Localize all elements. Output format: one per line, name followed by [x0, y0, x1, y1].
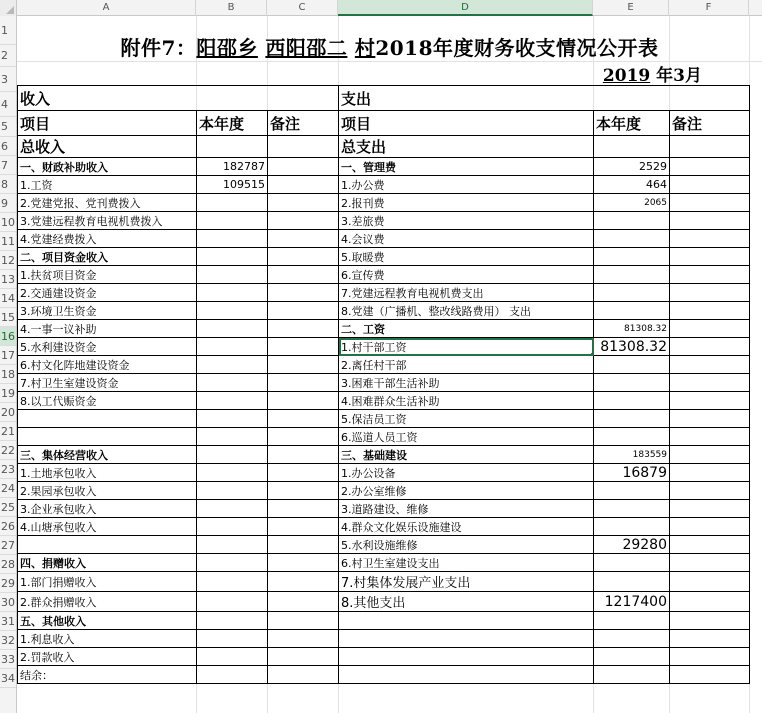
income-note-cell[interactable] [268, 230, 339, 248]
expense-amount-cell[interactable]: 29280 [594, 536, 670, 554]
title-cun: 村 [354, 36, 376, 60]
income-amount-cell[interactable] [197, 302, 268, 320]
income-note-cell[interactable] [268, 338, 339, 356]
expense-note-cell[interactable] [670, 592, 750, 612]
income-note-cell[interactable] [268, 320, 339, 338]
income-item-cell[interactable]: 2.交通建设资金 [18, 284, 197, 302]
expense-note-cell[interactable] [670, 554, 750, 572]
row-header[interactable]: 27 [0, 536, 16, 555]
income-amount-cell[interactable] [197, 338, 268, 356]
expense-item-cell[interactable]: 一、管理费 [339, 158, 594, 176]
row-header[interactable]: 29 [0, 574, 16, 593]
expense-amount-cell[interactable] [594, 572, 670, 592]
income-note-cell[interactable] [268, 500, 339, 518]
row-header[interactable]: 6 [0, 137, 16, 156]
row-header[interactable]: 2 [0, 45, 16, 67]
table-row [18, 612, 750, 630]
income-note-cell[interactable] [268, 612, 339, 630]
expense-note-cell[interactable] [670, 482, 750, 500]
table-row [18, 518, 750, 536]
income-amount-cell[interactable] [197, 428, 268, 446]
income-section-label[interactable]: 收入 [18, 86, 339, 111]
income-amount-cell[interactable] [197, 630, 268, 648]
total-income-note[interactable] [268, 136, 339, 158]
expense-item-cell[interactable]: 3.道路建设、维修 [339, 500, 594, 518]
income-item-cell[interactable]: 1.利息收入 [18, 630, 197, 648]
expense-item-cell[interactable]: 2.报刊费 [339, 194, 594, 212]
income-item-cell[interactable]: 五、其他收入 [18, 612, 197, 630]
row-header[interactable]: 31 [0, 612, 16, 631]
expense-note-cell[interactable] [670, 518, 750, 536]
income-note-cell[interactable] [268, 248, 339, 266]
row-header[interactable]: 28 [0, 555, 16, 574]
income-note-cell[interactable] [268, 482, 339, 500]
row-header[interactable]: 25 [0, 498, 16, 517]
expense-note-cell[interactable] [670, 266, 750, 284]
row-header[interactable]: 9 [0, 194, 16, 213]
income-amount-cell[interactable] [197, 612, 268, 630]
expense-item-cell[interactable] [339, 666, 594, 684]
table-row [18, 356, 750, 374]
row-header[interactable]: 14 [0, 289, 16, 308]
expense-item-cell[interactable]: 6.巡道人员工资 [339, 428, 594, 446]
income-note-cell[interactable] [268, 176, 339, 194]
income-item-cell[interactable]: 6.村文化阵地建设资金 [18, 356, 197, 374]
expense-item-cell[interactable]: 二、工资 [339, 320, 594, 338]
income-item-cell[interactable]: 2.果园承包收入 [18, 482, 197, 500]
title-prefix: 附件7： [120, 36, 197, 60]
row-header[interactable]: 10 [0, 213, 16, 232]
expense-item-cell[interactable]: 5.取暖费 [339, 248, 594, 266]
income-note-cell[interactable] [268, 592, 339, 612]
expense-amount-cell[interactable] [594, 482, 670, 500]
expense-item-cell[interactable] [339, 648, 594, 666]
expense-item-cell[interactable]: 3.困难干部生活补助 [339, 374, 594, 392]
expense-section-label[interactable]: 支出 [339, 86, 750, 111]
income-note-cell[interactable] [268, 518, 339, 536]
title-town: 阳邵乡 [196, 36, 258, 60]
income-amount-cell[interactable] [197, 536, 268, 554]
row-header[interactable]: 23 [0, 460, 16, 479]
income-amount-header[interactable]: 本年度 [197, 111, 268, 136]
table-row [18, 338, 750, 356]
expense-item-cell[interactable] [339, 630, 594, 648]
income-note-cell[interactable] [268, 446, 339, 464]
expense-item-cell[interactable]: 5.水利设施维修 [339, 536, 594, 554]
table-row [18, 554, 750, 572]
income-amount-cell[interactable] [197, 392, 268, 410]
expense-item-cell[interactable]: 7.村集体发展产业支出 [339, 572, 594, 592]
expense-note-cell[interactable] [670, 666, 750, 684]
table-row [18, 248, 750, 266]
income-item-cell[interactable]: 1.扶贫项目资金 [18, 266, 197, 284]
expense-note-cell[interactable] [670, 500, 750, 518]
expense-note-header[interactable]: 备注 [670, 111, 750, 136]
table-row [18, 482, 750, 500]
expense-note-cell[interactable] [670, 320, 750, 338]
worksheet[interactable] [17, 16, 762, 713]
expense-item-cell[interactable]: 1.办公费 [339, 176, 594, 194]
income-amount-cell[interactable] [197, 374, 268, 392]
income-note-cell[interactable] [268, 536, 339, 554]
table-row [18, 410, 750, 428]
income-amount-cell[interactable] [197, 284, 268, 302]
row-header[interactable]: 34 [0, 669, 16, 688]
expense-item-cell[interactable]: 6.宣传费 [339, 266, 594, 284]
income-item-cell[interactable]: 1.工资 [18, 176, 197, 194]
income-item-cell[interactable]: 二、项目资金收入 [18, 248, 197, 266]
income-note-cell[interactable] [268, 284, 339, 302]
column-header-e[interactable]: E [593, 0, 669, 16]
expense-amount-cell[interactable]: 81308.32 [594, 338, 670, 356]
expense-note-cell[interactable] [670, 428, 750, 446]
row-header[interactable]: 19 [0, 384, 16, 403]
expense-amount-cell[interactable]: 1217400 [594, 592, 670, 612]
expense-note-cell[interactable] [670, 612, 750, 630]
income-item-cell[interactable]: 三、集体经营收入 [18, 446, 197, 464]
table-row [18, 284, 750, 302]
income-amount-cell[interactable]: 182787 [197, 158, 268, 176]
expense-amount-cell[interactable]: 2529 [594, 158, 670, 176]
income-item-cell[interactable]: 一、财政补助收入 [18, 158, 197, 176]
expense-amount-cell[interactable] [594, 518, 670, 536]
expense-item-cell[interactable]: 8.党建（广播机、整改线路费用） 支出 [339, 302, 594, 320]
income-item-cell[interactable]: 2.党建党报、党刊费拨入 [18, 194, 197, 212]
expense-item-cell[interactable]: 2.离任村干部 [339, 356, 594, 374]
income-item-cell[interactable]: 3.党建远程教育电视机费拨入 [18, 212, 197, 230]
expense-amount-cell[interactable] [594, 284, 670, 302]
table-row [18, 230, 750, 248]
income-item-cell[interactable]: 4.山塘承包收入 [18, 518, 197, 536]
expense-amount-cell[interactable]: 81308.32 [594, 320, 670, 338]
income-amount-cell[interactable]: 109515 [197, 176, 268, 194]
income-item-header[interactable]: 项目 [18, 111, 197, 136]
column-header-bar [0, 0, 762, 16]
table-row [18, 500, 750, 518]
title-village: 西阳邵二 [265, 36, 348, 60]
income-amount-cell[interactable] [197, 666, 268, 684]
expense-note-cell[interactable] [670, 230, 750, 248]
income-item-cell[interactable]: 结余： [18, 666, 197, 684]
expense-item-cell[interactable]: 4.会议费 [339, 230, 594, 248]
expense-note-cell[interactable] [670, 338, 750, 356]
expense-amount-cell[interactable]: 464 [594, 176, 670, 194]
expense-amount-cell[interactable] [594, 666, 670, 684]
expense-item-cell[interactable]: 5.保洁员工资 [339, 410, 594, 428]
row-header[interactable]: 17 [0, 346, 16, 365]
income-note-cell[interactable] [268, 572, 339, 592]
income-note-cell[interactable] [268, 464, 339, 482]
row-header[interactable]: 32 [0, 631, 16, 650]
table-row [18, 666, 750, 684]
expense-item-cell[interactable] [339, 612, 594, 630]
income-note-cell[interactable] [268, 666, 339, 684]
expense-item-header[interactable]: 项目 [339, 111, 594, 136]
expense-note-cell[interactable] [670, 572, 750, 592]
column-header-f[interactable]: F [669, 0, 749, 16]
income-item-cell[interactable]: 4.党建经费拨入 [18, 230, 197, 248]
income-note-cell[interactable] [268, 410, 339, 428]
income-amount-cell[interactable] [197, 212, 268, 230]
title-suffix: 2018年度财务收支情况公开表 [375, 36, 659, 60]
expense-amount-cell[interactable] [594, 428, 670, 446]
income-amount-cell[interactable] [197, 592, 268, 612]
income-item-cell[interactable] [18, 410, 197, 428]
expense-amount-cell[interactable] [594, 266, 670, 284]
row-header[interactable]: 22 [0, 441, 16, 460]
row-header[interactable]: 16 [0, 327, 16, 346]
total-expense-label[interactable]: 总支出 [339, 136, 594, 158]
table-row [18, 194, 750, 212]
table-row [18, 428, 750, 446]
income-amount-cell[interactable] [197, 266, 268, 284]
income-item-cell[interactable]: 1.土地承包收入 [18, 464, 197, 482]
income-item-cell[interactable]: 4.一事一议补助 [18, 320, 197, 338]
income-amount-cell[interactable] [197, 572, 268, 592]
expense-note-cell[interactable] [670, 630, 750, 648]
table-row [18, 392, 750, 410]
table-row [18, 446, 750, 464]
expense-note-cell[interactable] [670, 410, 750, 428]
sheet-title [17, 32, 762, 61]
table-row [18, 648, 750, 666]
total-expense-amount[interactable] [594, 136, 670, 158]
income-amount-cell[interactable] [197, 194, 268, 212]
total-income-amount[interactable] [197, 136, 268, 158]
date-month: 年3月 [656, 66, 702, 86]
column-header-b[interactable]: B [196, 0, 267, 16]
expense-note-cell[interactable] [670, 446, 750, 464]
income-note-cell[interactable] [268, 212, 339, 230]
total-expense-note[interactable] [670, 136, 750, 158]
income-amount-cell[interactable] [197, 648, 268, 666]
income-item-cell[interactable]: 3.企业承包收入 [18, 500, 197, 518]
expense-amount-cell[interactable]: 183559 [594, 446, 670, 464]
income-item-cell[interactable]: 1.部门捐赠收入 [18, 572, 197, 592]
income-amount-cell[interactable] [197, 248, 268, 266]
expense-note-cell[interactable] [670, 176, 750, 194]
expense-note-cell[interactable] [670, 248, 750, 266]
row-header[interactable]: 18 [0, 365, 16, 384]
table-row [18, 464, 750, 482]
income-note-cell[interactable] [268, 648, 339, 666]
expense-amount-cell[interactable] [594, 374, 670, 392]
select-all-corner[interactable] [0, 0, 17, 16]
expense-item-cell[interactable]: 1.办公设备 [339, 464, 594, 482]
expense-item-cell[interactable]: 6.村卫生室建设支出 [339, 554, 594, 572]
table-row [18, 374, 750, 392]
expense-item-cell[interactable]: 4.困难群众生活补助 [339, 392, 594, 410]
expense-note-cell[interactable] [670, 158, 750, 176]
expense-note-cell[interactable] [670, 284, 750, 302]
income-amount-cell[interactable] [197, 410, 268, 428]
expense-amount-cell[interactable] [594, 302, 670, 320]
expense-amount-cell[interactable] [594, 392, 670, 410]
row-header[interactable]: 21 [0, 422, 16, 441]
column-header-c[interactable]: C [267, 0, 338, 16]
expense-note-cell[interactable] [670, 464, 750, 482]
income-item-cell[interactable]: 3.环境卫生资金 [18, 302, 197, 320]
expense-note-cell[interactable] [670, 536, 750, 554]
table-row [18, 266, 750, 284]
finance-table [17, 85, 750, 684]
report-date [603, 61, 702, 86]
column-header-d[interactable]: D [338, 0, 593, 16]
expense-note-cell[interactable] [670, 212, 750, 230]
row-header[interactable]: 15 [0, 308, 16, 327]
row-header-bar [0, 16, 17, 713]
row-header[interactable]: 7 [0, 156, 16, 175]
income-amount-cell[interactable] [197, 356, 268, 374]
expense-amount-cell[interactable] [594, 212, 670, 230]
income-note-cell[interactable] [268, 158, 339, 176]
expense-amount-cell[interactable] [594, 230, 670, 248]
table-row [18, 572, 750, 592]
income-item-cell[interactable] [18, 428, 197, 446]
income-amount-cell[interactable] [197, 446, 268, 464]
expense-amount-cell[interactable] [594, 648, 670, 666]
column-header-a[interactable]: A [17, 0, 196, 16]
income-amount-cell[interactable] [197, 554, 268, 572]
income-note-cell[interactable] [268, 392, 339, 410]
income-item-cell[interactable]: 5.水利建设资金 [18, 338, 197, 356]
table-row [18, 158, 750, 176]
row-header[interactable]: 26 [0, 517, 16, 536]
table-row [18, 302, 750, 320]
income-item-cell[interactable]: 四、捐赠收入 [18, 554, 197, 572]
expense-item-cell[interactable]: 三、基础建设 [339, 446, 594, 464]
expense-item-cell[interactable]: 2.办公室维修 [339, 482, 594, 500]
expense-item-cell[interactable]: 7.党建远程教育电视机费支出 [339, 284, 594, 302]
income-amount-cell[interactable] [197, 464, 268, 482]
income-note-cell[interactable] [268, 554, 339, 572]
income-note-cell[interactable] [268, 194, 339, 212]
table-row [18, 592, 750, 612]
income-note-cell[interactable] [268, 428, 339, 446]
selected-cell[interactable]: 1.村干部工资 [339, 338, 594, 356]
income-note-cell[interactable] [268, 630, 339, 648]
date-year: 2019 [602, 66, 651, 86]
income-amount-cell[interactable] [197, 320, 268, 338]
expense-note-cell[interactable] [670, 356, 750, 374]
income-amount-cell[interactable] [197, 230, 268, 248]
expense-amount-cell[interactable] [594, 612, 670, 630]
row-header[interactable]: 12 [0, 251, 16, 270]
income-item-cell[interactable]: 2.罚款收入 [18, 648, 197, 666]
row-header[interactable]: 8 [0, 175, 16, 194]
income-item-cell[interactable]: 2.群众捐赠收入 [18, 592, 197, 612]
income-note-cell[interactable] [268, 266, 339, 284]
income-item-cell[interactable] [18, 536, 197, 554]
income-item-cell[interactable]: 7.村卫生室建设资金 [18, 374, 197, 392]
income-note-cell[interactable] [268, 356, 339, 374]
income-amount-cell[interactable] [197, 518, 268, 536]
expense-amount-cell[interactable] [594, 356, 670, 374]
expense-amount-header[interactable]: 本年度 [594, 111, 670, 136]
expense-amount-cell[interactable] [594, 630, 670, 648]
table-row [18, 320, 750, 338]
expense-amount-cell[interactable] [594, 500, 670, 518]
income-amount-cell[interactable] [197, 500, 268, 518]
table-row [18, 536, 750, 554]
row-header[interactable]: 30 [0, 593, 16, 612]
row-header[interactable]: 4 [0, 92, 16, 117]
table-row [18, 176, 750, 194]
expense-item-cell[interactable]: 4.群众文化娱乐设施建设 [339, 518, 594, 536]
table-row [18, 630, 750, 648]
row-header[interactable]: 24 [0, 479, 16, 498]
expense-amount-cell[interactable] [594, 248, 670, 266]
row-header[interactable]: 33 [0, 650, 16, 669]
row-header[interactable]: 3 [0, 67, 16, 92]
income-note-cell[interactable] [268, 302, 339, 320]
expense-note-cell[interactable] [670, 374, 750, 392]
income-item-cell[interactable]: 8.以工代赈资金 [18, 392, 197, 410]
income-note-cell[interactable] [268, 374, 339, 392]
expense-note-cell[interactable] [670, 392, 750, 410]
expense-amount-cell[interactable]: 16879 [594, 464, 670, 482]
total-income-label[interactable]: 总收入 [18, 136, 197, 158]
table-row [18, 212, 750, 230]
row-header[interactable]: 20 [0, 403, 16, 422]
row-header[interactable]: 11 [0, 232, 16, 251]
row-header[interactable]: 13 [0, 270, 16, 289]
expense-note-cell[interactable] [670, 648, 750, 666]
income-note-header[interactable]: 备注 [268, 111, 339, 136]
expense-item-cell[interactable]: 8.其他支出 [339, 592, 594, 612]
expense-item-cell[interactable]: 3.差旅费 [339, 212, 594, 230]
expense-amount-cell[interactable]: 2065 [594, 194, 670, 212]
row-header[interactable]: 1 [0, 16, 16, 45]
expense-amount-cell[interactable] [594, 554, 670, 572]
expense-amount-cell[interactable] [594, 410, 670, 428]
expense-note-cell[interactable] [670, 194, 750, 212]
expense-note-cell[interactable] [670, 302, 750, 320]
income-amount-cell[interactable] [197, 482, 268, 500]
row-header[interactable]: 5 [0, 117, 16, 137]
